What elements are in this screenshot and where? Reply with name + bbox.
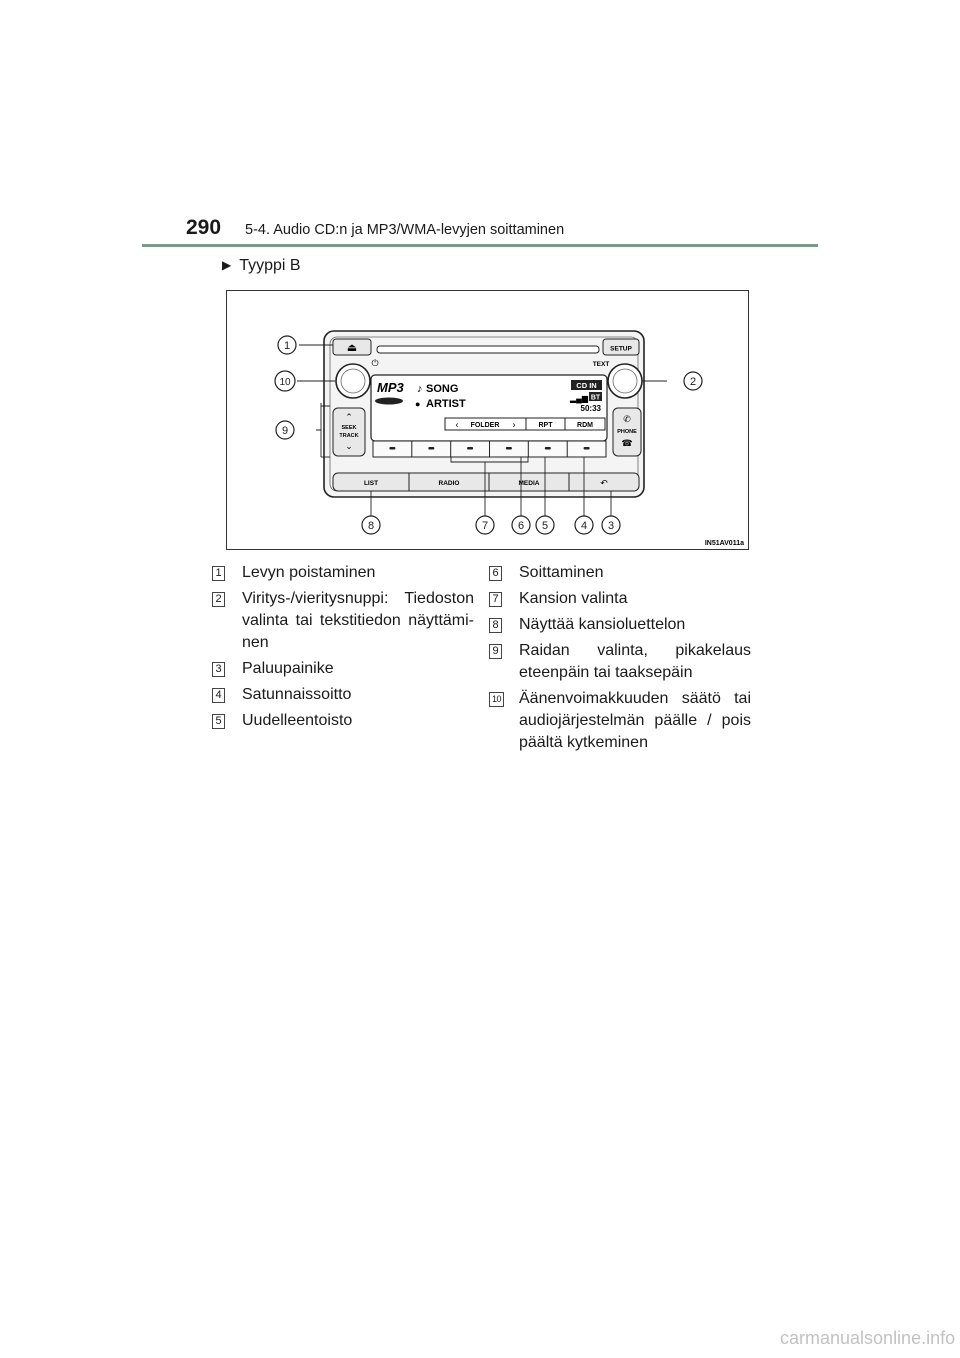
seek-label: SEEK <box>341 425 357 431</box>
legend-item <box>212 710 474 732</box>
bottom-button-bar <box>333 473 639 491</box>
legend-right-column <box>489 562 751 758</box>
rpt-label: RPT <box>538 422 553 429</box>
legend-number: 8 <box>489 618 502 633</box>
callout-8-label: 8 <box>367 520 375 532</box>
section-title: 5-4. Audio CD:n ja MP3/WMA-levyjen soittaminen <box>245 222 565 238</box>
seek-up-icon: ⌃ <box>345 412 353 422</box>
display-song: SONG <box>426 383 459 395</box>
callout-2-label: 2 <box>689 376 697 388</box>
header-rule <box>142 244 818 247</box>
callout-1-label: 1 <box>283 340 291 352</box>
legend-item <box>489 640 751 684</box>
phone-pickup-icon: ✆ <box>623 414 631 424</box>
legend-number: 3 <box>212 662 225 677</box>
legend-item <box>212 562 474 584</box>
disc-logo-icon <box>375 398 403 405</box>
legend-number: 5 <box>212 714 225 729</box>
cd-slot <box>377 346 599 353</box>
callout-6-label: 6 <box>517 520 525 532</box>
type-label-text: Tyyppi B <box>239 257 301 274</box>
legend-text: Viritys-/vieritysnuppi: Tiedoston valinta tai tekstitiedon näyttämi-nen <box>242 590 474 651</box>
callout-7-label: 7 <box>481 520 489 532</box>
callout-9-label: 9 <box>281 425 289 437</box>
type-label <box>222 257 301 275</box>
cd-in-label: CD IN <box>576 381 597 390</box>
legend-text: Raidan valinta, pikakelaus eteenpäin tai taaksepäin <box>519 642 751 681</box>
phone-hangup-icon: ☎ <box>621 438 633 448</box>
folder-right-icon: › <box>512 419 516 430</box>
legend-item <box>212 588 474 654</box>
callout-5-label: 5 <box>541 520 549 532</box>
rdm-label: RDM <box>577 422 593 429</box>
legend-number: 9 <box>489 644 502 659</box>
setup-label: SETUP <box>610 345 632 353</box>
page-number: 290 <box>186 216 222 239</box>
text-label: TEXT <box>592 361 610 368</box>
callout-4-label: 4 <box>580 520 588 532</box>
legend-item <box>489 614 751 636</box>
note-icon: ♪ <box>417 383 423 395</box>
callout-3-label: 3 <box>607 520 615 532</box>
list-label: LIST <box>363 480 379 487</box>
eject-icon: ⏏ <box>346 342 358 354</box>
display-artist: ARTIST <box>426 398 466 410</box>
legend-left-column <box>212 562 474 736</box>
callout-10-label: 10 <box>279 377 291 388</box>
legend-text: Levyn poistaminen <box>242 564 376 581</box>
audio-unit-figure <box>226 290 749 550</box>
watermark: carmanualsonline.info <box>780 1328 956 1348</box>
radio-label: RADIO <box>438 480 460 487</box>
signal-bars-icon: ▂▄▆ <box>570 394 588 403</box>
legend-text: Näyttää kansioluettelon <box>519 616 686 633</box>
legend-text: Uudelleentoisto <box>242 712 353 729</box>
legend-text: Paluupainike <box>242 660 334 677</box>
folder-label: FOLDER <box>470 422 500 429</box>
legend-number: 4 <box>212 688 225 703</box>
legend-item <box>489 562 751 584</box>
legend-text: Soittaminen <box>519 564 604 581</box>
legend-text: Kansion valinta <box>519 590 628 607</box>
track-label: TRACK <box>339 433 359 439</box>
seek-down-icon: ⌄ <box>345 441 353 451</box>
figure-id: IN51AV011a <box>704 540 744 547</box>
legend-number: 7 <box>489 592 502 607</box>
person-icon: ● <box>415 399 421 409</box>
legend-number: 1 <box>212 566 225 581</box>
legend-number: 6 <box>489 566 502 581</box>
legend-text: Äänenvoimakkuuden säätö tai audiojärjestelmän päälle / pois päältä kytkeminen <box>519 690 751 751</box>
phone-label: PHONE <box>617 429 637 435</box>
legend-number: 2 <box>212 592 225 607</box>
display-format: MP3 <box>377 380 404 395</box>
legend-item <box>212 684 474 706</box>
legend-item <box>489 688 751 754</box>
media-label: MEDIA <box>518 480 540 487</box>
legend-text: Satunnaissoitto <box>242 686 352 703</box>
legend-item <box>212 658 474 680</box>
back-icon: ↶ <box>600 478 608 488</box>
bt-label: BT <box>590 394 601 402</box>
triangle-bullet-icon: ▶ <box>222 258 232 272</box>
folder-left-icon: ‹ <box>455 419 459 430</box>
legend-item <box>489 588 751 610</box>
legend-number: 10 <box>489 692 504 707</box>
power-icon: ⏻ <box>371 358 379 368</box>
display-time: 50:33 <box>580 404 601 413</box>
